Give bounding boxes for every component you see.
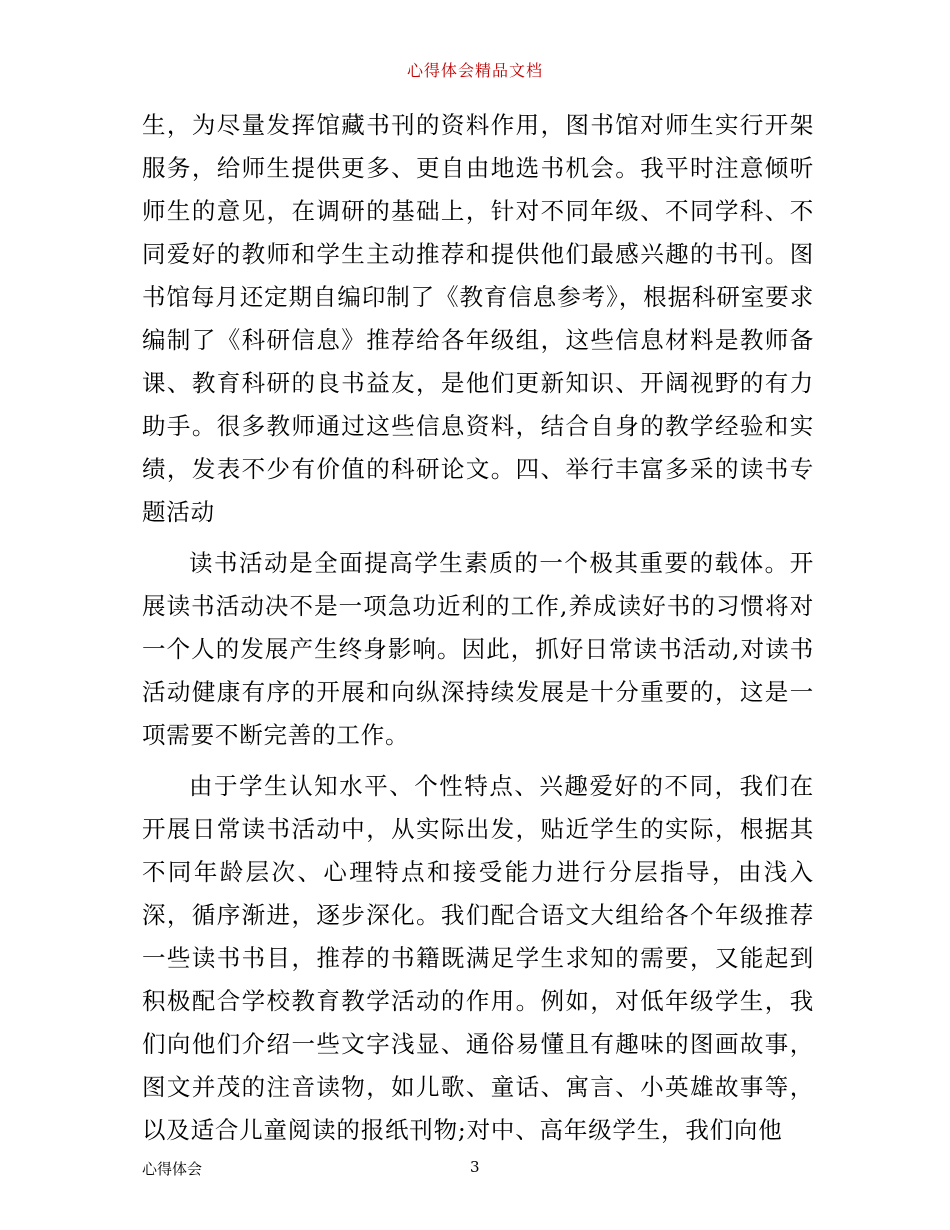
page-number: 3: [470, 1158, 480, 1176]
paragraph-3: 由于学生认知水平、个性特点、兴趣爱好的不同，我们在开展日常读书活动中，从实际出发，贴近学生的实际，根据其不同年龄层次、心理特点和接受能力进行分层指导，由浅入深，循序渐进，逐步深化。我们配合语文大组给各个年级推荐一些读书书目，推荐的书籍既满足学生求知的需要，又能起到积极配合学校教育教学活动的作用。例如，对低年级学生，我们向他们介绍一些文字浅显、通俗易懂且有趣味的图画故事，图文并茂的注音读物，如儿歌、童话、寓言、小英雄故事等，以及适合儿童阅读的报纸刊物;对中、高年级学生，我们向他: [142, 772, 814, 1144]
document-body: [142, 104, 814, 1152]
footer-label: 心得体会: [142, 1160, 203, 1178]
header-title: 心得体会精品文档: [406, 61, 543, 80]
paragraph-2: 读书活动是全面提高学生素质的一个极其重要的载体。开展读书活动决不是一项急功近利的工作,养成读好书的习惯将对一个人的发展产生终身影响。因此，抓好日常读书活动,对读书活动健康有序的开展和向纵深持续发展是十分重要的，这是一项需要不断完善的工作。: [142, 549, 814, 749]
paragraph-1: 生，为尽量发挥馆藏书刊的资料作用，图书馆对师生实行开架服务，给师生提供更多、更自由地选书机会。我平时注意倾听师生的意见，在调研的基础上，针对不同年级、不同学科、不同爱好的教师和学生主动推荐和提供他们最感兴趣的书刊。图书馆每月还定期自编印制了《教育信息参考》，根据科研室要求编制了《科研信息》推荐给各年级组，这些信息材料是教师备课、教育科研的良书益友，是他们更新知识、开阔视野的有力助手。很多教师通过这些信息资料，结合自身的教学经验和实绩，发表不少有价值的科研论文。四、举行丰富多采的读书专题活动: [142, 111, 814, 526]
